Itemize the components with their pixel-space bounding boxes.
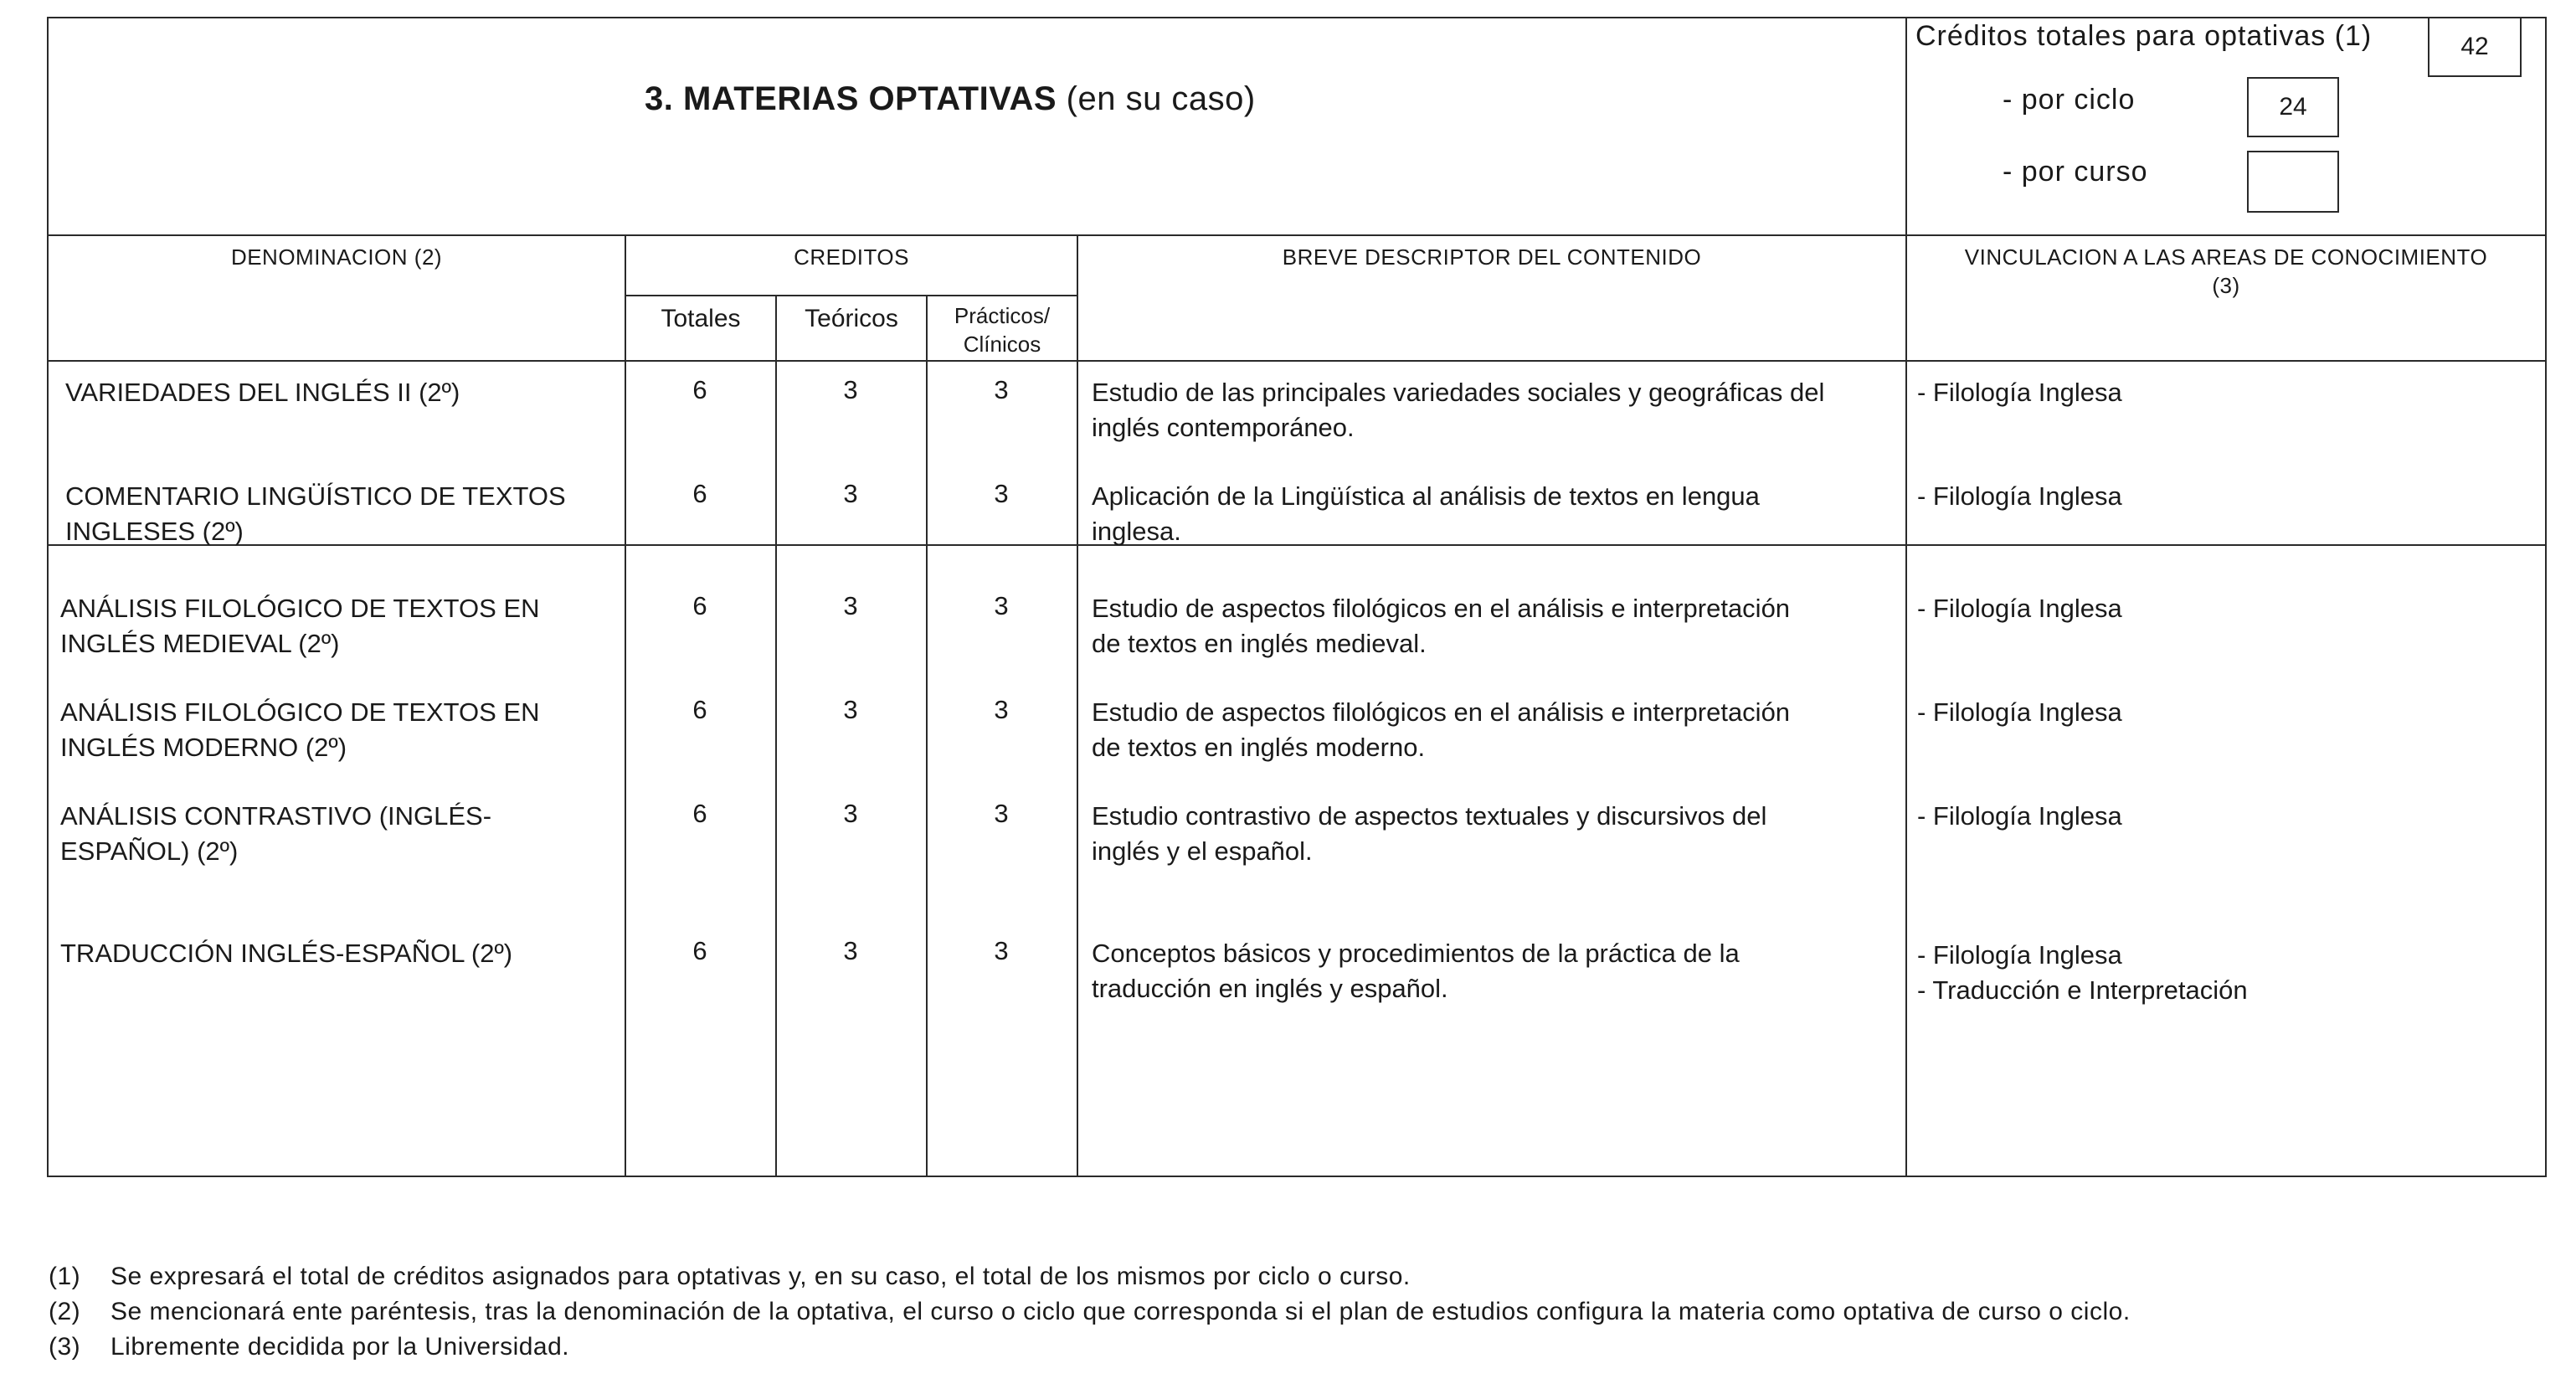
por-ciclo-label: - por ciclo xyxy=(2003,84,2136,116)
row-descriptor xyxy=(1092,695,1790,765)
row-descriptor-line2: inglesa. xyxy=(1092,517,1181,546)
row-practicos: 3 xyxy=(994,799,1009,828)
row-denominacion-line2: INGLÉS MODERNO (2º) xyxy=(60,733,347,762)
footnote-text: Se mencionará ente paréntesis, tras la denominación de la optativa, el curso o ciclo que corresponda si el plan de estudios configura la materia como optativa de curso o ciclo. xyxy=(111,1298,2131,1325)
row-area-line2: - Traducción e Interpretación xyxy=(1917,975,2248,1005)
row-area xyxy=(1917,375,2122,410)
col-header-denominacion: DENOMINACION (2) xyxy=(230,244,443,270)
row-teoricos: 3 xyxy=(843,695,858,724)
row-area-line1: - Filología Inglesa xyxy=(1917,697,2122,727)
row-denominacion-line2: ESPAÑOL) (2º) xyxy=(60,836,239,866)
row-denominacion xyxy=(60,936,512,971)
row-teoricos: 3 xyxy=(843,591,858,620)
row-descriptor xyxy=(1092,479,1760,549)
row-denominacion-line1: VARIEDADES DEL INGLÉS II (2º) xyxy=(65,378,460,407)
col-header-totales: Totales xyxy=(661,305,741,332)
vinculacion-divider xyxy=(1905,17,1907,1177)
row-area-line1: - Filología Inglesa xyxy=(1917,481,2122,511)
creditos-totales-box xyxy=(2428,17,2522,77)
row-area xyxy=(1917,799,2122,834)
row-descriptor-line2: inglés contemporáneo. xyxy=(1092,413,1355,442)
table-left-border xyxy=(47,17,49,1177)
section-title-main: 3. MATERIAS OPTATIVAS xyxy=(645,80,1057,117)
footnote-text: Se expresará el total de créditos asignados para optativas y, en su caso, el total de los mismos por ciclo o curso. xyxy=(111,1263,1411,1290)
column-header-bottom xyxy=(47,360,2547,362)
row-descriptor-line2: traducción en inglés y español. xyxy=(1092,974,1448,1003)
col-header-practicos-line2: Clínicos xyxy=(963,332,1041,357)
table-right-border xyxy=(2545,17,2547,1177)
footnote xyxy=(49,1294,2131,1330)
col-header-vinculacion-line1: VINCULACION A LAS AREAS DE CONOCIMIENTO xyxy=(1964,244,2488,270)
row-denominacion-line2: INGLÉS MEDIEVAL (2º) xyxy=(60,629,340,658)
creditos-divider xyxy=(1077,234,1078,1177)
por-curso-label: - por curso xyxy=(2003,156,2148,188)
table-bottom-border xyxy=(47,1176,2547,1177)
section-title xyxy=(645,80,1256,118)
row-denominacion xyxy=(60,591,540,661)
row-practicos: 3 xyxy=(994,375,1009,404)
footnote-marker: (2) xyxy=(49,1298,81,1325)
row-denominacion xyxy=(60,695,540,765)
footnote xyxy=(49,1330,2131,1365)
row-totales: 6 xyxy=(692,375,707,404)
row-descriptor xyxy=(1092,375,1824,445)
footnotes xyxy=(49,1259,2131,1365)
row-denominacion xyxy=(60,799,491,869)
row-practicos: 3 xyxy=(994,479,1009,508)
row-descriptor xyxy=(1092,936,1740,1006)
row-totales: 6 xyxy=(692,936,707,965)
row-descriptor-line2: de textos en inglés moderno. xyxy=(1092,733,1426,762)
row-denominacion xyxy=(65,479,566,549)
col-header-practicos xyxy=(928,301,1077,358)
totales-divider xyxy=(775,295,777,1177)
row-denominacion xyxy=(65,375,460,410)
row-denominacion-line1: TRADUCCIÓN INGLÉS-ESPAÑOL (2º) xyxy=(60,939,513,968)
row-denominacion-line1: COMENTARIO LINGÜÍSTICO DE TEXTOS xyxy=(65,481,566,511)
row-area-line1: - Filología Inglesa xyxy=(1917,378,2122,407)
col-header-teoricos: Teóricos xyxy=(805,305,898,332)
row-teoricos: 3 xyxy=(843,479,858,508)
row-area xyxy=(1917,479,2122,514)
creditos-subheader-line xyxy=(625,295,1078,296)
row-area-line1: - Filología Inglesa xyxy=(1917,594,2122,623)
row-practicos: 3 xyxy=(994,936,1009,965)
row-practicos: 3 xyxy=(994,591,1009,620)
row-descriptor-line1: Conceptos básicos y procedimientos de la práctica de la xyxy=(1092,939,1740,968)
row-denominacion-line1: ANÁLISIS CONTRASTIVO (INGLÉS- xyxy=(60,801,492,831)
row-teoricos: 3 xyxy=(843,375,858,404)
col-header-descriptor: BREVE DESCRIPTOR DEL CONTENIDO xyxy=(1282,244,1702,270)
por-curso-box xyxy=(2247,151,2339,213)
col-header-vinculacion xyxy=(1907,243,2545,300)
row-teoricos: 3 xyxy=(843,799,858,828)
row-descriptor xyxy=(1092,591,1790,661)
row-descriptor-line1: Estudio de las principales variedades sociales y geográficas del xyxy=(1092,378,1825,407)
section-title-paren: (en su caso) xyxy=(1066,80,1256,117)
row-practicos: 3 xyxy=(994,695,1009,724)
row-area xyxy=(1917,695,2122,730)
row-denominacion-line1: ANÁLISIS FILOLÓGICO DE TEXTOS EN xyxy=(60,697,540,727)
por-ciclo-box xyxy=(2247,77,2339,137)
row-teoricos: 3 xyxy=(843,936,858,965)
row-totales: 6 xyxy=(692,591,707,620)
footnote xyxy=(49,1259,2131,1294)
col-header-creditos: CREDITOS xyxy=(794,244,909,270)
table-top-border xyxy=(47,17,2547,18)
creditos-totales-value: 42 xyxy=(2460,33,2489,60)
row-denominacion-line1: ANÁLISIS FILOLÓGICO DE TEXTOS EN xyxy=(60,594,540,623)
row-area xyxy=(1917,591,2122,626)
row-totales: 6 xyxy=(692,695,707,724)
row-denominacion-line2: INGLESES (2º) xyxy=(65,517,244,546)
row-descriptor-line1: Estudio de aspectos filológicos en el análisis e interpretación xyxy=(1092,594,1791,623)
row-area-line1: - Filología Inglesa xyxy=(1917,940,2122,970)
row-descriptor xyxy=(1092,799,1766,869)
footnote-marker: (1) xyxy=(49,1263,81,1290)
col-header-vinculacion-line2: (3) xyxy=(2212,273,2240,298)
denominacion-divider xyxy=(625,234,626,1177)
row-area-line1: - Filología Inglesa xyxy=(1917,801,2122,831)
por-ciclo-value: 24 xyxy=(2279,93,2307,121)
row-descriptor-line2: inglés y el español. xyxy=(1092,836,1313,866)
row-totales: 6 xyxy=(692,799,707,828)
row-area xyxy=(1917,938,2248,1008)
header-separator xyxy=(47,234,2547,236)
row-descriptor-line1: Aplicación de la Lingüística al análisis de textos en lengua xyxy=(1092,481,1760,511)
row-descriptor-line1: Estudio de aspectos filológicos en el análisis e interpretación xyxy=(1092,697,1791,727)
teoricos-divider xyxy=(926,295,928,1177)
footnote-marker: (3) xyxy=(49,1333,81,1361)
footnote-text: Libremente decidida por la Universidad. xyxy=(111,1333,570,1361)
row-totales: 6 xyxy=(692,479,707,508)
row-descriptor-line2: de textos en inglés medieval. xyxy=(1092,629,1427,658)
row-descriptor-line1: Estudio contrastivo de aspectos textuales y discursivos del xyxy=(1092,801,1767,831)
col-header-practicos-line1: Prácticos/ xyxy=(954,303,1051,328)
creditos-totales-label: Créditos totales para optativas (1) xyxy=(1915,20,2373,52)
